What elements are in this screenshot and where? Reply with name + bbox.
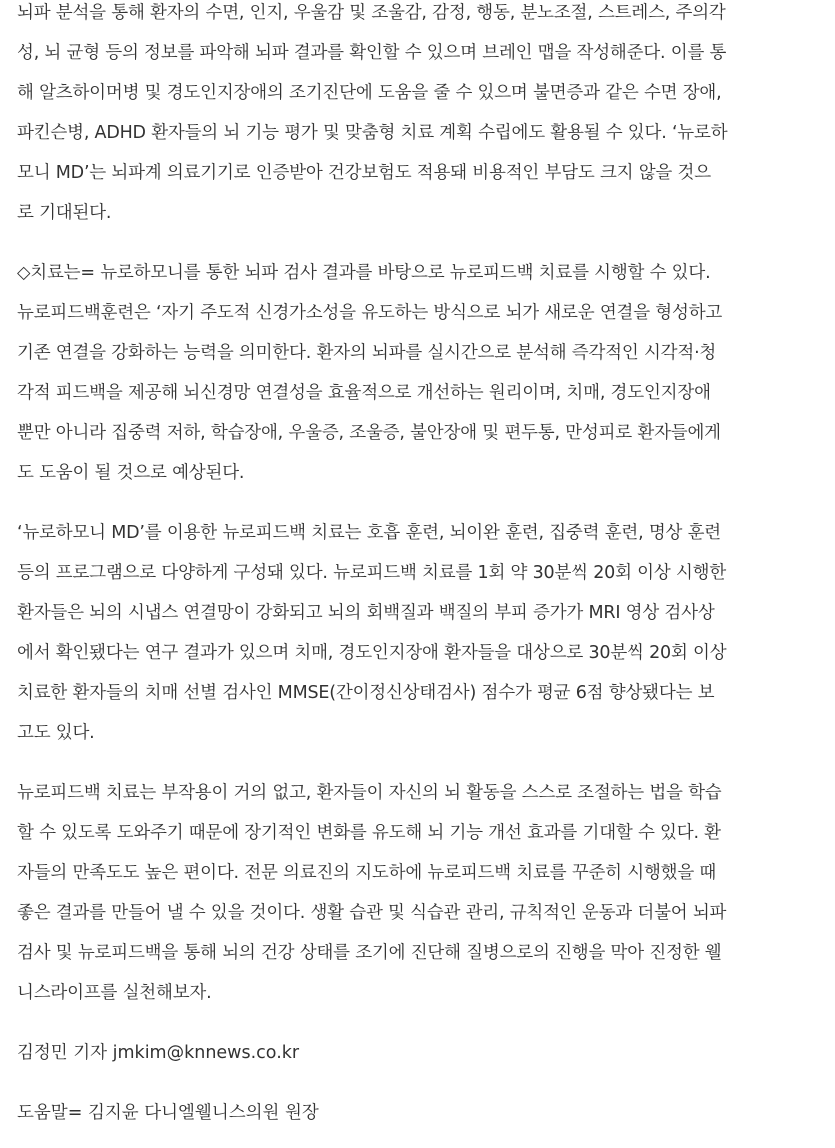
text-line: 도 도움이 될 것으로 예상된다.: [17, 463, 245, 483]
text-line: 검사 및 뉴로피드백을 통해 뇌의 건강 상태를 조기에 진단해 질병으로의 진행을 막아 진정한 웰: [17, 943, 722, 963]
text-line: ◇치료는= 뉴로하모니를 통한 뇌파 검사 결과를 바탕으로 뉴로피드백 치료를 시행할 수 있다.: [17, 263, 711, 283]
text-line: 뇌파 분석을 통해 환자의 수면, 인지, 우울감 및 조울감, 감정, 행동, 분노조절, 스트레스, 주의각: [17, 3, 726, 23]
text-line: 니스라이프를 실천해보자.: [17, 983, 212, 1003]
text-line: ‘뉴로하모니 MD’를 이용한 뉴로피드백 치료는 호흡 훈련, 뇌이완 훈련, 집중력 훈련, 명상 훈련: [17, 523, 722, 543]
paragraph-side-effects: [17, 773, 835, 1013]
paragraph-gap: [17, 233, 835, 253]
text-line: 뉴로피드백훈련은 ‘자기 주도적 신경가소성을 유도하는 방식으로 뇌가 새로운 연결을 형성하고: [17, 303, 723, 323]
paragraph-treatment: [17, 253, 835, 493]
text-line: 좋은 결과를 만들어 낼 수 있을 것이다. 생활 습관 및 식습관 관리, 규칙적인 운동과 더불어 뇌파: [17, 903, 727, 923]
text-line: 모니 MD’는 뇌파계 의료기기로 인증받아 건강보험도 적용돼 비용적인 부담도 크지 않을 것으: [17, 163, 711, 183]
reporter-byline: 김정민 기자 jmkim@knnews.co.kr: [17, 1043, 300, 1063]
text-line: 에서 확인됐다는 연구 결과가 있으며 치매, 경도인지장애 환자들을 대상으로 30분씩 20회 이상: [17, 643, 727, 663]
text-line: 파킨슨병, ADHD 환자들의 뇌 기능 평가 및 맞춤형 치료 계획 수립에도 활용될 수 있다. ‘뉴로하: [17, 123, 728, 143]
paragraph-brainwave-analysis: [17, 0, 835, 233]
text-line: 기존 연결을 강화하는 능력을 의미한다. 환자의 뇌파를 실시간으로 분석해 즉각적인 시각적·청: [17, 343, 717, 363]
paragraph-neurofeedback-program: [17, 513, 835, 753]
text-line: 뿐만 아니라 집중력 저하, 학습장애, 우울증, 조울증, 불안장애 및 편두통, 만성피로 환자들에게: [17, 423, 721, 443]
text-line: 각적 피드백을 제공해 뇌신경망 연결성을 효율적으로 개선하는 원리이며, 치매, 경도인지장애: [17, 383, 711, 403]
text-line: 해 알츠하이머병 및 경도인지장애의 조기진단에 도움을 줄 수 있으며 불면증과 같은 수면 장애,: [17, 83, 722, 103]
text-line: 할 수 있도록 도와주기 때문에 장기적인 변화를 유도해 뇌 기능 개선 효과를 기대할 수 있다. 환: [17, 823, 721, 843]
text-line: 로 기대된다.: [17, 203, 112, 223]
advisor-credit: 도움말= 김지윤 다니엘웰니스의원 원장: [17, 1103, 319, 1123]
text-line: 자들의 만족도도 높은 편이다. 전문 의료진의 지도하에 뉴로피드백 치료를 꾸준히 시행했을 때: [17, 863, 717, 883]
text-line: 등의 프로그램으로 다양하게 구성돼 있다. 뉴로피드백 치료를 1회 약 30분씩 20회 이상 시행한: [17, 563, 727, 583]
text-line: 치료한 환자들의 치매 선별 검사인 MMSE(간이정신상태검사) 점수가 평균 6점 향상됐다는 보: [17, 683, 715, 703]
text-line: 환자들은 뇌의 시냅스 연결망이 강화되고 뇌의 회백질과 백질의 부피 증가가 MRI 영상 검사상: [17, 603, 715, 623]
paragraph-gap: [17, 493, 835, 513]
text-line: 뉴로피드백 치료는 부작용이 거의 없고, 환자들이 자신의 뇌 활동을 스스로 조절하는 법을 학습: [17, 783, 722, 803]
text-line: 성, 뇌 균형 등의 정보를 파악해 뇌파 결과를 확인할 수 있으며 브레인 맵을 작성해준다. 이를 통: [17, 43, 727, 63]
paragraph-gap: [17, 1073, 835, 1093]
text-line: 고도 있다.: [17, 723, 95, 743]
paragraph-gap: [17, 1013, 835, 1033]
paragraph-gap: [17, 753, 835, 773]
